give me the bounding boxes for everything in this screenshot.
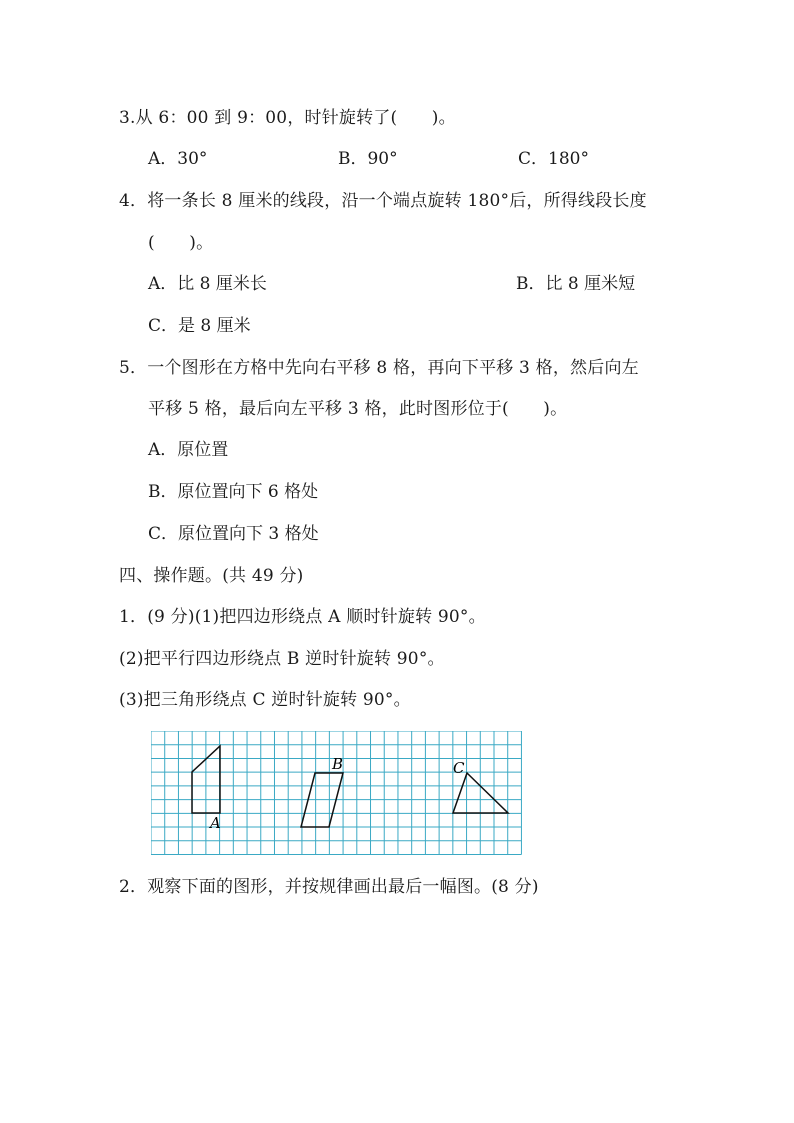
q3-option-a: A．30° — [148, 149, 208, 169]
grid-svg — [151, 731, 523, 857]
q3-stem: 3.从 6：00 到 9：00，时针旋转了( )。 — [119, 108, 456, 128]
q5-option-b: B．原位置向下 6 格处 — [148, 482, 319, 502]
q5-stem-line2: 平移 5 格，最后向左平移 3 格，此时图形位于( )。 — [148, 399, 568, 419]
q3-option-c: C．180° — [518, 149, 589, 169]
q5-option-a: A．原位置 — [148, 440, 229, 460]
q4-option-b: B．比 8 厘米短 — [516, 274, 636, 294]
q4-stem-line2: ( )。 — [148, 233, 214, 253]
q5-option-c: C．原位置向下 3 格处 — [148, 524, 319, 544]
q4-option-a: A．比 8 厘米长 — [148, 274, 267, 294]
q3-option-b: B．90° — [338, 149, 398, 169]
q5-stem-line1: 5．一个图形在方格中先向右平移 8 格，再向下平移 3 格，然后向左 — [119, 358, 639, 378]
q1-line3: (3)把三角形绕点 C 逆时针旋转 90°。 — [119, 690, 411, 710]
point-label-c: C — [453, 759, 465, 777]
q1-line2: (2)把平行四边形绕点 B 逆时针旋转 90°。 — [119, 649, 445, 669]
q1-line1: 1．(9 分)(1)把四边形绕点 A 顺时针旋转 90°。 — [119, 607, 486, 627]
rotation-grid-figure — [151, 731, 523, 857]
q4-option-c: C．是 8 厘米 — [148, 316, 251, 336]
q2-stem: 2．观察下面的图形，并按规律画出最后一幅图。(8 分) — [119, 877, 539, 897]
grid-lines — [151, 731, 521, 854]
section4-heading: 四、操作题。(共 49 分) — [119, 566, 304, 586]
point-label-b: B — [332, 755, 344, 773]
q4-stem-line1: 4．将一条长 8 厘米的线段，沿一个端点旋转 180°后，所得线段长度 — [119, 191, 647, 211]
point-label-a: A — [210, 814, 221, 832]
